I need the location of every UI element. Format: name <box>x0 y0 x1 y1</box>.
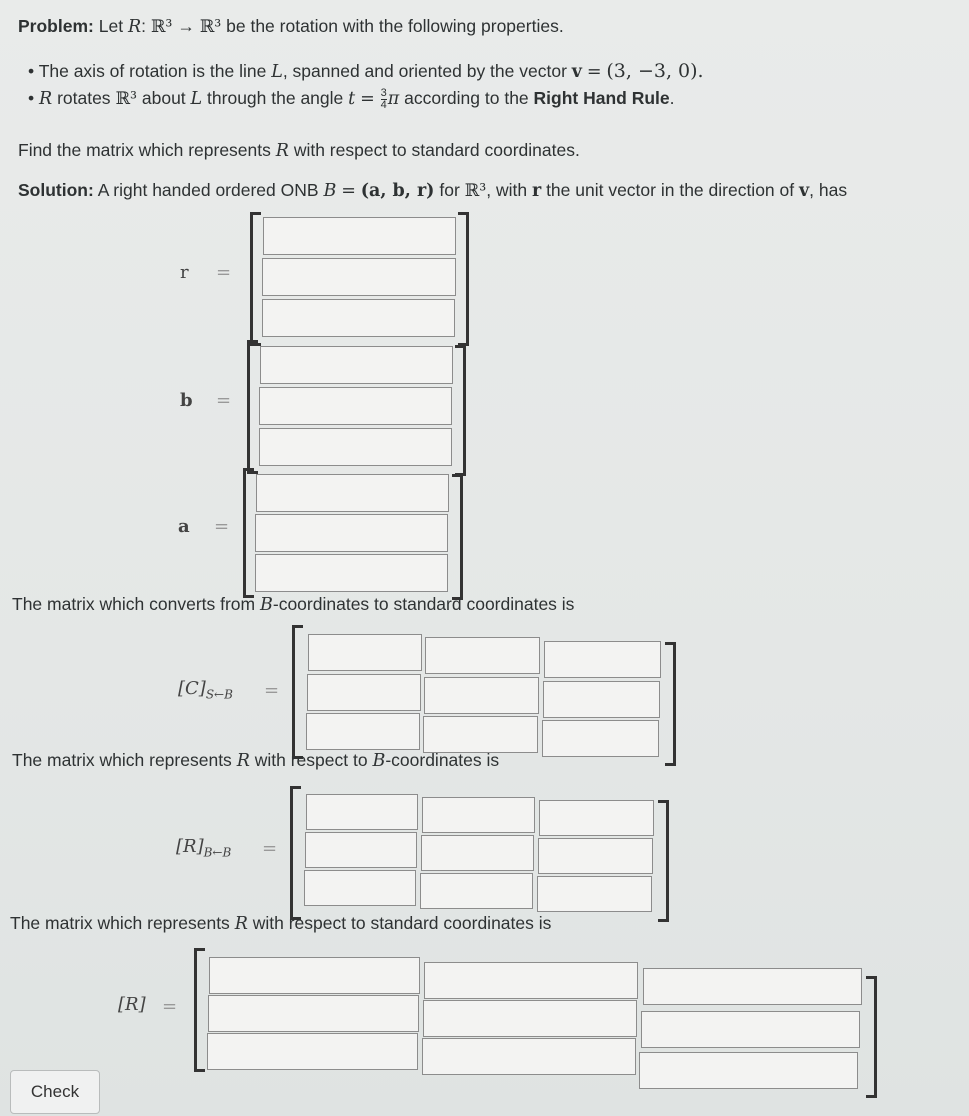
matrix-RB-cell-3-1[interactable] <box>304 870 416 906</box>
space-R3: ℝ³ <box>464 181 487 201</box>
bullet-axis-text-2: , spanned and oriented by the vector <box>282 61 567 81</box>
matrix-R-left-bracket <box>194 948 205 1072</box>
matrix-C-cell-2-1[interactable] <box>307 674 421 711</box>
repB-heading <box>12 750 499 771</box>
solution-text-d: the unit vector in the direction of <box>546 180 795 200</box>
problem-intro-2: be the rotation with the following properties. <box>226 16 564 36</box>
matrix-R-right-bracket <box>866 976 877 1098</box>
basis-tuple: (a, b, r) <box>360 181 435 201</box>
vector-a-entry-3[interactable] <box>255 554 448 592</box>
matrix-R-cell-1-3[interactable] <box>643 968 862 1005</box>
matrix-RB-cell-2-1[interactable] <box>305 832 417 868</box>
vector-a-equals: = <box>214 516 230 537</box>
v-value: (3, −3, 0). <box>606 60 704 82</box>
vector-b-entry-2[interactable] <box>259 387 452 425</box>
matrix-C-cell-2-2[interactable] <box>424 677 539 714</box>
solution-with: , with <box>486 180 528 200</box>
repS-text-2: with respect to standard coordinates is <box>252 913 552 933</box>
vector-r-equals: = <box>216 262 232 283</box>
matrix-R-cell-1-1[interactable] <box>209 957 420 994</box>
problem-intro: Let <box>98 16 124 36</box>
right-hand-rule: Right Hand Rule <box>533 88 670 109</box>
symbol-R: R <box>275 141 289 161</box>
matrix-R-cell-2-2[interactable] <box>423 1000 637 1037</box>
matrix-RB-cell-1-2[interactable] <box>422 797 535 833</box>
vector-b-entry-3[interactable] <box>259 428 452 466</box>
convert-heading <box>12 594 574 615</box>
symbol-t: t <box>348 89 356 110</box>
vector-b-label: b <box>180 390 193 411</box>
bullet-axis: • The axis of rotation is the line L, spanned and oriented by the vector v = (3, −3, 0). <box>28 60 704 82</box>
bullet-angle: • R rotates ℝ³ about L through the angle t = $\frac{3}{4}$ π according to the Right Hand Rule. <box>28 87 675 111</box>
solution-has: , has <box>809 180 848 200</box>
symbol-B: B <box>323 181 337 201</box>
symbol-R: R <box>234 914 248 934</box>
symbol-R: R <box>39 89 53 110</box>
matrix-C-cell-3-3[interactable] <box>542 720 659 757</box>
matrix-C-cell-1-3[interactable] <box>544 641 661 678</box>
repB-text-3: -coordinates is <box>385 750 500 770</box>
matrix-RB-subscript: B←B <box>203 845 232 860</box>
symbol-L: L <box>271 62 283 82</box>
matrix-R-cell-2-1[interactable] <box>208 995 419 1032</box>
matrix-C-cell-1-1[interactable] <box>308 634 422 671</box>
bullet-axis-text: The axis of rotation is the line <box>38 61 267 81</box>
bullet-angle-according: according to the <box>404 88 529 109</box>
symbol-B: B <box>260 595 273 615</box>
convert-text: The matrix which converts from <box>12 594 256 614</box>
solution-text: A right handed ordered ONB <box>97 180 319 200</box>
matrix-R-label: [R] <box>118 994 146 1015</box>
repB-text-2: with respect to <box>254 750 368 770</box>
bullet-angle-about: about <box>141 88 186 109</box>
bullet-angle-text: rotates <box>57 88 111 109</box>
vector-a-entry-1[interactable] <box>256 474 449 512</box>
vector-r-label: r <box>180 262 189 283</box>
symbol-r: r <box>531 181 542 201</box>
equals: = <box>586 62 602 82</box>
matrix-R-equals: = <box>162 996 178 1017</box>
matrix-RB-cell-2-3[interactable] <box>538 838 653 874</box>
matrix-R-cell-1-2[interactable] <box>424 962 638 999</box>
vector-b-entry-1[interactable] <box>260 346 453 384</box>
matrix-C-equals: = <box>264 680 280 701</box>
vector-a-entry-2[interactable] <box>255 514 448 552</box>
solution-line <box>18 180 847 201</box>
colon: : <box>141 16 146 36</box>
symbol-v: v <box>799 181 810 201</box>
convert-text-2: -coordinates to standard coordinates is <box>272 594 575 614</box>
matrix-RB-right-bracket <box>658 800 669 922</box>
bullet-angle-through: through the angle <box>207 88 344 109</box>
problem-prefix: Problem: <box>18 16 94 36</box>
matrix-RB-cell-2-2[interactable] <box>421 835 534 871</box>
matrix-RB-symbol: [R] <box>176 836 204 857</box>
matrix-RB-cell-3-2[interactable] <box>420 873 533 909</box>
equals: = <box>341 181 356 201</box>
vector-r-entry-3[interactable] <box>262 299 455 337</box>
matrix-RB-label <box>176 836 231 860</box>
vector-b-left-bracket <box>247 340 258 474</box>
find-text-2: with respect to standard coordinates. <box>293 140 580 160</box>
vector-a-right-bracket <box>452 474 463 600</box>
vector-r-entry-1[interactable] <box>263 217 456 255</box>
solution-prefix: Solution: <box>18 180 94 200</box>
vector-r-right-bracket <box>458 212 469 346</box>
vector-a-left-bracket <box>243 468 254 598</box>
symbol-v: v <box>571 62 582 82</box>
matrix-C-subscript: S←B <box>205 687 233 702</box>
repS-heading <box>10 913 551 934</box>
matrix-R-cell-2-3[interactable] <box>641 1011 860 1048</box>
symbol-R: R <box>127 17 142 37</box>
problem-line <box>18 16 564 37</box>
matrix-RB-cell-3-3[interactable] <box>537 876 652 912</box>
period: . <box>669 88 675 109</box>
matrix-RB-cell-1-3[interactable] <box>539 800 654 836</box>
symbol-pi: π <box>387 89 400 110</box>
codomain-space: ℝ³ <box>199 17 222 37</box>
matrix-C-cell-3-1[interactable] <box>306 713 420 750</box>
vector-r-left-bracket <box>250 212 261 346</box>
equals: = <box>360 89 375 110</box>
arrow: → <box>177 16 195 36</box>
matrix-C-cell-1-2[interactable] <box>425 637 540 674</box>
matrix-RB-cell-1-1[interactable] <box>306 794 418 830</box>
find-line <box>18 140 580 161</box>
matrix-C-symbol: [C] <box>178 678 206 699</box>
vector-b-right-bracket <box>455 345 466 476</box>
symbol-B: B <box>372 751 386 771</box>
matrix-RB-left-bracket <box>290 786 301 920</box>
space-R3: ℝ³ <box>115 89 137 110</box>
matrix-R-cell-3-2[interactable] <box>422 1038 636 1075</box>
matrix-C-label <box>178 678 233 702</box>
domain-space: ℝ³ <box>150 17 173 37</box>
vector-r-entry-2[interactable] <box>262 258 456 296</box>
repS-text: The matrix which represents <box>10 913 230 933</box>
find-text: Find the matrix which represents <box>18 140 271 160</box>
matrix-R-cell-3-1[interactable] <box>207 1033 418 1070</box>
repB-text: The matrix which represents <box>12 750 232 770</box>
angle-num: 3 <box>380 87 387 99</box>
angle-den: 4 <box>380 99 387 111</box>
vector-a-label: a <box>178 516 190 537</box>
solution-for: for <box>439 180 460 200</box>
matrix-RB-equals: = <box>262 838 278 859</box>
check-button[interactable]: Check <box>10 1070 100 1114</box>
symbol-L: L <box>190 89 203 110</box>
angle-fraction <box>381 88 387 111</box>
symbol-R: R <box>236 751 250 771</box>
matrix-C-cell-3-2[interactable] <box>423 716 538 753</box>
matrix-R-cell-3-3[interactable] <box>639 1052 858 1089</box>
matrix-C-left-bracket <box>292 625 303 759</box>
vector-b-equals: = <box>216 390 232 411</box>
matrix-C-cell-2-3[interactable] <box>543 681 660 718</box>
matrix-C-right-bracket <box>665 642 676 766</box>
